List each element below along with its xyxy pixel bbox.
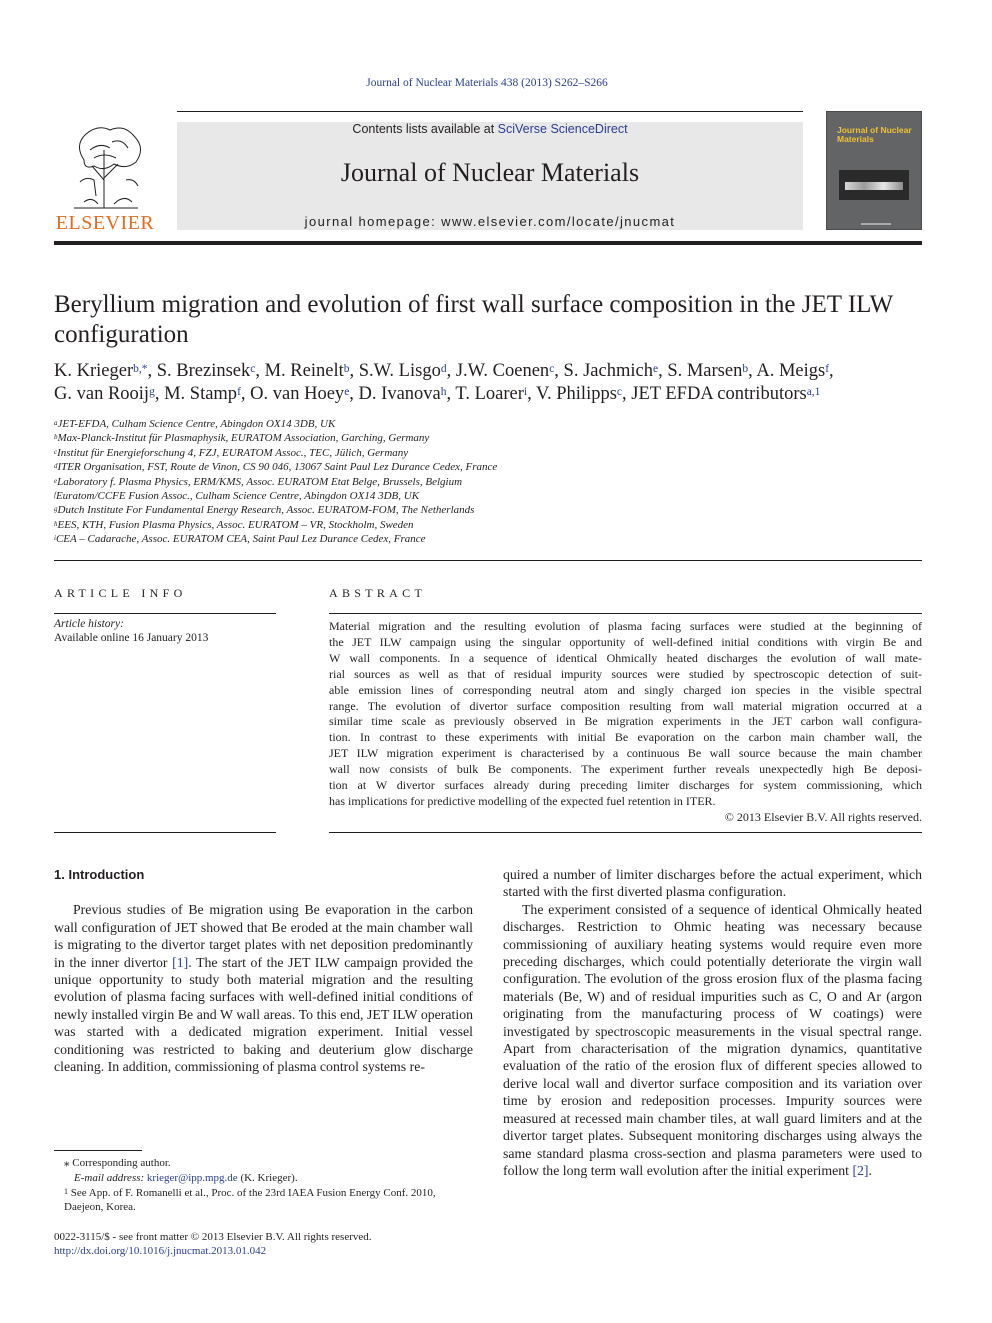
footnote-1-text: See App. of F. Romanelli et al., Proc. of the 23rd IAEA Fusion Energy Conf. 2010, Daejeon, Korea. [64, 1186, 436, 1214]
abstract-bottom-rule [329, 832, 922, 833]
header-thick-rule [54, 241, 922, 245]
affiliation-text: Laboratory f. Plasma Physics, ERM/KMS, Assoc. EURATOM Etat Belge, Brussels, Belgium [57, 475, 463, 488]
article-title: Beryllium migration and evolution of first wall surface composition in the JET ILW configuration [54, 291, 893, 348]
author[interactable] [631, 384, 820, 404]
elsevier-logo[interactable] [54, 120, 156, 232]
affiliation-text: Institut für Energieforschung 4, FZJ, EURATOM Assoc., TEC, Jülich, Germany [57, 446, 409, 459]
email-label: E-mail address: [74, 1171, 147, 1184]
footnote-1-mark: 1 [64, 1186, 68, 1196]
author-affiliation-mark[interactable]: e [652, 363, 659, 375]
intro-paragraph-1 [54, 901, 473, 1075]
body-column-right [503, 866, 922, 1179]
affiliation-key: g [54, 505, 58, 514]
author[interactable] [250, 384, 349, 404]
abstract-line: wall now consists of bulk Be components. The experiment further reveals unexpectedly high Be deposi- [329, 762, 922, 777]
affiliation-key: i [54, 534, 56, 543]
affiliation-key: c [54, 447, 58, 456]
journal-title: Journal of Nuclear Materials [340, 158, 640, 187]
author-name: O. van Hoey [250, 384, 345, 404]
footnotes [54, 1156, 473, 1215]
article-info-bottom-rule [54, 832, 276, 833]
abstract-line: W wall components. In a sequence of identical Ohmically heated discharges the evolution of wall mate- [329, 650, 922, 665]
affiliation [54, 503, 922, 517]
author-name: JET EFDA contributors [631, 384, 807, 404]
affiliation-key: a [54, 419, 58, 427]
abstract-line: tion. In contrast to these experiments with initial Be evaporation on the carbon main chamber wall, the [329, 730, 922, 745]
author-name: S.W. Lisgo [358, 361, 441, 381]
author-name: M. Reinelt [264, 361, 344, 381]
author-affiliation-mark[interactable]: b,* [133, 363, 148, 375]
affiliation-text: Euratom/CCFE Fusion Assoc., Culham Science Centre, Abingdon OX14 3DB, UK [55, 490, 420, 503]
cover-logo-bar [861, 223, 891, 225]
affiliation [54, 417, 922, 431]
author[interactable] [455, 384, 527, 404]
elsevier-logo-text: ELSEVIER [55, 212, 155, 234]
author-name: A. Meigs [756, 361, 826, 381]
cover-title: Journal of Nuclear Materials [837, 125, 912, 144]
affiliation-key: b [54, 433, 58, 442]
affiliation-key: f [54, 491, 56, 500]
abstract-copyright: © 2013 Elsevier B.V. All rights reserved. [724, 810, 922, 824]
author[interactable] [157, 361, 256, 381]
abstract-text [329, 619, 922, 810]
affiliation [54, 518, 922, 532]
issn-line: 0022-3115/$ - see front matter © 2013 Elsevier B.V. All rights reserved. [54, 1231, 372, 1243]
author[interactable] [164, 384, 241, 404]
affiliation-list [54, 417, 922, 547]
intro-p1-part-b: . The start of the JET ILW campaign provided the unique opportunity to study both material migration and the resulting evolution of plasma facing surfaces with well-defined initial conditions of newly installed virgin Be and W wall areas. To this end, JET ILW operation was started with a dedicated migration experiment. Initial vessel conditioning was restricted to baking and deuterium glow discharge cleaning. In addition, commissioning of plasma control systems re- [54, 954, 473, 1075]
author[interactable] [667, 361, 748, 381]
author-affiliation-mark[interactable]: g [149, 386, 155, 398]
author-affiliation-mark[interactable]: c [616, 386, 623, 398]
intro-p2-part-a: The experiment consisted of a sequence of identical Ohmically heated discharges. Restriction to Ohmic heating was necessary because commissioning of auxiliary heating systems would require even more preceding discharges, which could potentially deteriorate the virgin wall configuration. The evolution of the gross erosion flux of the plasma facing materials (Be, W) and of residual impurities such as C, O and Ar (argon originating from the manufacturing process of W coatings) were investigated by spectroscopic measurements in the visual spectral range. Apart from characterisation of the migration dynamics, quantitative evaluation of the ratio of the erosion flux of different species allowed to derive local wall and divertor surface composition and its variation over time by erosion and redeposition processes. Impurity sources were measured at recessed main chamber tiles, at wall guard limiters and at the divertor target plates. Subsequent monitoring discharges using always the same standard plasma cross-section and plasma parameters were used to follow the long term wall evolution after the initial experiment [503, 901, 922, 1178]
corresponding-mark: ⁎ [64, 1157, 70, 1169]
header-top-rule [177, 111, 803, 112]
footnote-1 [54, 1186, 473, 1216]
intro-p2-part-b: . [868, 1162, 872, 1178]
corresponding-text: Corresponding author. [72, 1157, 171, 1169]
affiliation-text: Dutch Institute For Fundamental Energy Research, Assoc. EURATOM-FOM, The Netherlands [57, 504, 475, 517]
affiliation [54, 460, 922, 474]
article-history-label: Article history: [54, 618, 124, 630]
author-name: D. Ivanova [358, 384, 441, 404]
author[interactable] [359, 361, 447, 381]
affiliation [54, 446, 922, 460]
author[interactable] [54, 384, 155, 404]
reference-link-1[interactable]: [1] [172, 954, 189, 970]
author-list: K. Krieger$^{b,*}$, S. Brezinsek$^c$, M. Reinelt$^b$, S.W. Lisgo$^d$, J.W. Coenen$^c$, S. Jachmich$^e$, S. Marsen$^b$, A. Meigs$^f$, G. van Rooij$^g$, M. Stamp$^f$, O. van Hoey$^e$, D. Ivanova$^h$, T. Loarer$^i$, V. Philipps$^c$, JET EFDA contributors$^{a,1}$ [54, 361, 834, 404]
author-name: S. Marsen [667, 361, 743, 381]
affiliation [54, 489, 922, 503]
elsevier-tree-icon [54, 120, 156, 210]
journal-reference[interactable]: Journal of Nuclear Materials 438 (2013) S262–S266 [366, 77, 608, 89]
author-affiliation-mark[interactable]: c [549, 363, 555, 375]
author[interactable] [54, 361, 147, 381]
author-affiliation-mark[interactable]: b [343, 363, 350, 375]
journal-header-box [177, 122, 803, 230]
issn-footer [54, 1231, 554, 1258]
author-name: S. Brezinsek [156, 361, 251, 381]
author[interactable] [756, 361, 829, 381]
abstract-heading: ABSTRACT [329, 586, 427, 600]
author-affiliation-mark[interactable]: c [250, 363, 256, 375]
author-affiliation-mark[interactable]: a,1 [806, 386, 821, 398]
sciencedirect-link[interactable]: SciVerse ScienceDirect [497, 122, 628, 136]
affiliation-text: ITER Organisation, FST, Route de Vinon, CS 90 046, 13067 Saint Paul Lez Durance Cedex, France [57, 461, 498, 474]
author-affiliation-mark[interactable]: h [440, 386, 447, 398]
article-info-heading: ARTICLE INFO [54, 586, 187, 600]
author-name: K. Krieger [54, 361, 134, 381]
author-affiliation-mark[interactable]: b [742, 363, 749, 375]
doi-link[interactable]: http://dx.doi.org/10.1016/j.jnucmat.2013.01.042 [54, 1244, 267, 1257]
affiliation-key: e [54, 476, 58, 485]
author-affiliation-mark[interactable]: d [440, 363, 447, 375]
abstract-line: has implications for predictive modelling of the expected fuel retention in ITER. [329, 793, 716, 808]
intro-paragraph-2 [503, 901, 922, 1180]
article-info-top-rule [54, 560, 922, 561]
abstract-line: range. The evolution of divertor surface composition resulting from wall material migration occurred at a [329, 698, 922, 713]
abstract-line: similar time scale as previously observed in Be migration experiments in the JET carbon wall configura- [329, 714, 922, 729]
email-suffix: (K. Krieger). [237, 1171, 298, 1184]
author[interactable] [265, 361, 350, 381]
author-name: S. Jachmich [563, 361, 653, 381]
contents-prefix: Contents lists available at [352, 122, 498, 136]
author-name: V. Philipps [536, 384, 617, 404]
article-info-rule [54, 613, 276, 614]
affiliation [54, 475, 922, 489]
intro-p1-part-a: Previous studies of Be migration using Be evaporation in the carbon wall configuration of JET showed that Be eroded at the main chamber wall is migrating to the divertor target plates with net deposition predominantly in the inner divertor [54, 902, 473, 970]
email-link[interactable]: krieger@ipp.mpg.de [146, 1171, 238, 1184]
affiliation [54, 532, 922, 546]
affiliation-text: CEA – Cadarache, Assoc. EURATOM CEA, Saint Paul Lez Durance Cedex, France [55, 533, 426, 546]
author[interactable] [564, 361, 659, 381]
abstract-line: JET ILW migration experiment is characterised by a continuous Be wall source because the main chamber [329, 746, 922, 761]
abstract-line: able emission lines of corresponding neutral atom and singly charged ion species in the visible spectral [329, 682, 922, 697]
section-heading-introduction: 1. Introduction [54, 867, 145, 882]
journal-homepage[interactable]: journal homepage: www.elsevier.com/locate/jnucmat [304, 214, 676, 229]
abstract-line: rial sources as well as that of residual impurity sources were studied by spectroscopic detection of suit- [329, 666, 922, 681]
author-name: G. van Rooij [54, 384, 150, 404]
affiliation-key: d [54, 462, 58, 471]
reference-link-2[interactable]: [2] [852, 1162, 869, 1178]
abstract-rule [329, 613, 922, 614]
footnote-email [54, 1171, 473, 1186]
affiliation-text: EES, KTH, Fusion Plasma Physics, Assoc. EURATOM – VR, Stockholm, Sweden [57, 518, 414, 531]
affiliation-text: JET-EFDA, Culham Science Centre, Abingdon OX14 3DB, UK [57, 418, 336, 430]
abstract-line: Material migration and the resulting evolution of plasma facing surfaces were studied at the beginning of [329, 619, 922, 633]
author-name: T. Loarer [455, 384, 524, 404]
author[interactable] [359, 384, 447, 404]
affiliation-key: h [54, 519, 58, 528]
contents-line [177, 122, 803, 136]
affiliation [54, 431, 922, 445]
footnote-corresponding [54, 1156, 473, 1171]
journal-cover-thumbnail[interactable] [826, 111, 922, 230]
intro-paragraph-1-continued: quired a number of limiter discharges before the actual experiment, which started with the first diverted plasma configuration. [503, 867, 922, 900]
author-affiliation-mark[interactable]: f [825, 363, 830, 375]
author-affiliation-mark[interactable]: i [523, 386, 528, 398]
cover-image [839, 170, 909, 200]
body-column-left [54, 866, 473, 1075]
author[interactable] [456, 361, 554, 381]
article-history-value: Available online 16 January 2013 [54, 632, 209, 644]
footnote-rule [54, 1150, 142, 1151]
author-affiliation-mark[interactable]: e [344, 386, 350, 398]
author[interactable] [536, 384, 622, 404]
author-name: J.W. Coenen [455, 361, 550, 381]
affiliation-text: Max-Planck-Institut für Plasmaphysik, EURATOM Association, Garching, Germany [57, 432, 430, 445]
author-name: M. Stamp [164, 384, 238, 404]
author-affiliation-mark[interactable]: f [237, 386, 241, 398]
abstract-line: the JET ILW campaign using the singular opportunity of well-defined initial conditions with virgin Be and [329, 634, 922, 649]
abstract-line: tion at W divertor surfaces already during preceding limiter discharges for system commissioning, which [329, 778, 922, 793]
